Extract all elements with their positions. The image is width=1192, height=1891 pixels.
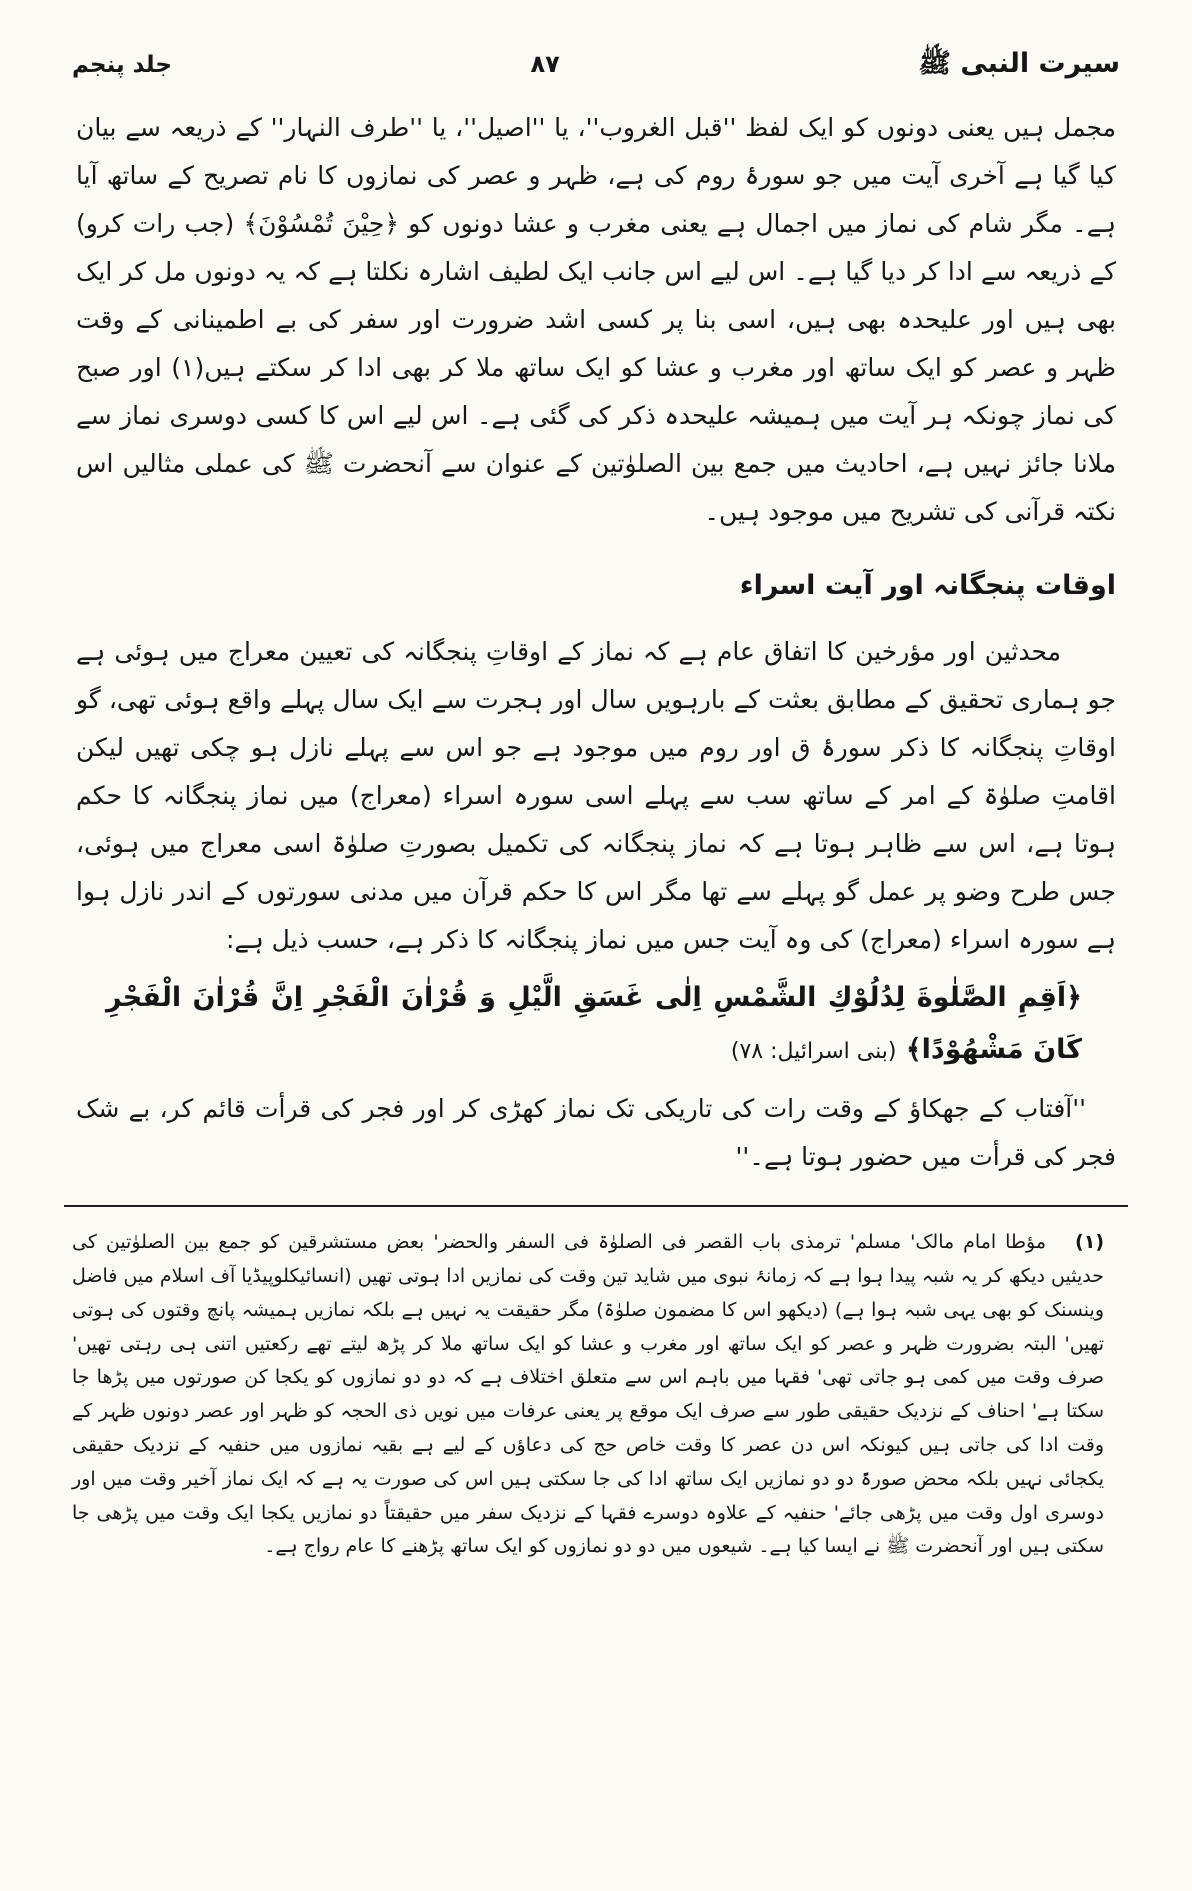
quran-verse xyxy=(76,968,1116,1081)
verse-translation: ''آفتاب کے جھکاؤ کے وقت رات کی تاریکی تک نماز کھڑی کر اور فجر کی قرأت قائم کر، بے شک فجر کی قرأت میں حضور ہوتا ہے۔'' xyxy=(76,1094,1116,1172)
book-title: سیرت النبی ﷺ xyxy=(918,48,1120,79)
paragraph-2: محدثین اور مؤرخین کا اتفاق عام ہے کہ نماز کے اوقاتِ پنجگانہ کی تعیین معراج میں ہوئی ہے جو ہماری تحقیق کے مطابق بعثت کے بارہویں سال اور ہجرت سے ایک سال پہلے واقع ہوئی تھی، گو اوقاتِ پنجگانہ کا ذکر سورۂ ق اور روم میں موجود ہے جو اس سے پہلے نازل ہو چکی تھیں لیکن اقامتِ صلوٰۃ کے امر کے ساتھ سب سے پہلے اسی سورہ اسراء (معراج) میں نماز پنجگانہ کا حکم ہوتا ہے، اس سے ظاہر ہوتا ہے کہ نماز پنجگانہ کی تکمیل بصورتِ صلوٰۃ اسی معراج میں ہوئی، جس طرح وضو پر عمل گو پہلے سے تھا مگر اس کا حکم قرآن میں مدنی سورتوں کے اندر نازل ہوا ہے سورہ اسراء (معراج) کی وہ آیت جس میں نماز پنجگانہ کا ذکر ہے، حسب ذیل ہے: xyxy=(76,636,1116,954)
verse-reference: (بنی اسرائیل: ۷۸) xyxy=(730,1039,897,1065)
footnote-text: مؤطا امام مالک' مسلم' ترمذی باب القصر فی الصلوٰۃ فی السفر والحضر' بعض مستشرقین کو جمع بین الصلوٰتین کی حدیثیں دیکھ کر یہ شبہ پیدا ہوا ہے کہ زمانۂ نبوی میں شاید تین وقت کی نمازیں ادا ہوتی تھیں (انسائیکلوپیڈیا آف اسلام میں فاضل وینسنک کو بھی یہی شبہ ہوا ہے) (دیکھو اس کا مضمون صلوٰۃ) مگر حقیقت یہ نہیں ہے بلکہ نمازیں ہمیشہ پانچ وقتوں کی ہوتی تھیں' البتہ بضرورت ظہر و عصر کو ایک ساتھ اور مغرب و عشا کو ایک ساتھ ملا کر پڑھ لیتے تھے رکعتیں اتنی ہی رہتی تھیں' صرف وقت میں کمی ہو جاتی تھی' فقہا میں باہم اس سے متعلق اختلاف ہے کہ دو دو نمازوں کو یکجا کن صورتوں میں پڑھا جا سکتا ہے' احناف کے نزدیک حقیقی طور سے صرف ایک موقع پر یعنی عرفات میں نویں ذی الحجہ کو ظہر اور عصر دونوں ظہر کے وقت ادا کی جاتی ہیں کیونکہ اس دن عصر کا وقت خاص حج کی دعاؤں کے لیے ہے بقیہ نمازوں میں حنفیہ کے نزدیک حقیقی یکجائی نہیں بلکہ محض صورۃً دو دو نمازیں ایک ساتھ ادا کی جا سکتی ہیں اس کی صورت یہ ہے کہ ایک نماز آخیر وقت میں اور دوسری اول وقت میں پڑھی جائے' حنفیہ کے علاوہ دوسرے فقہا کے نزدیک سفر میں حقیقتاً دو نمازیں یکجا ایک وقت میں پڑھی جا سکتی ہیں اور آنحضرت ﷺ نے ایسا کیا ہے۔ شیعوں میں دو دو نمازوں کو ایک ساتھ پڑھنے کا عام رواج ہے۔ xyxy=(72,1231,1104,1558)
page-number: ۸۷ xyxy=(530,50,560,78)
paragraph-1: مجمل ہیں یعنی دونوں کو ایک لفظ ''قبل الغروب''، یا ''اصیل''، یا ''طرف النہار'' کے ذریعہ سے بیان کیا گیا ہے آخری آیت میں جو سورۂ روم کی ہے، ظہر و عصر کی نمازوں کا نام تصریح کے ساتھ آیا ہے۔ مگر شام کی نماز میں اجمال ہے یعنی مغرب و عشا دونوں کو ﴿حِیْنَ تُمْسُوْنَ﴾ (جب رات کرو) کے ذریعہ سے ادا کر دیا گیا ہے۔ اس لیے اس جانب ایک لطیف اشارہ نکلتا ہے کہ یہ دونوں مل کر ایک بھی ہیں اور علیحدہ بھی ہیں، اسی بنا پر کسی اشد ضرورت اور سفر کی بے اطمینانی کے وقت ظہر و عصر کو ایک ساتھ اور مغرب و عشا کو ایک ساتھ ملا کر بھی ادا کر سکتے ہیں(۱) اور صبح کی نماز چونکہ ہر آیت میں ہمیشہ علیحدہ ذکر کی گئی ہے۔ اس لیے اس کا کسی دوسری نماز سے ملانا جائز نہیں ہے، احادیث میں جمع بین الصلوٰتین کے عنوان سے آنحضرت ﷺ کی عملی مثالیں اس نکتہ قرآنی کی تشریح میں موجود ہیں۔ xyxy=(76,113,1116,526)
page-body xyxy=(0,90,1192,1181)
quran-verse-text: ﴿اَقِمِ الصَّلٰوةَ لِدُلُوْكِ الشَّمْسِ اِلٰی غَسَقِ الَّیْلِ وَ قُرْاٰنَ الْفَجْرِ اِنَّ قُرْاٰنَ الْفَجْرِ كَانَ مَشْهُوْدًا﴾ xyxy=(106,981,1082,1066)
footnote xyxy=(72,1226,1104,1564)
footnote-divider xyxy=(64,1205,1128,1207)
section-heading: اوقات پنجگانہ اور آیت اسراء xyxy=(739,570,1116,601)
footnote-marker: (۱) xyxy=(1075,1231,1104,1254)
page-header xyxy=(0,0,1192,90)
footnote-section xyxy=(0,1226,1192,1564)
volume-label: جلد پنجم xyxy=(72,52,172,78)
